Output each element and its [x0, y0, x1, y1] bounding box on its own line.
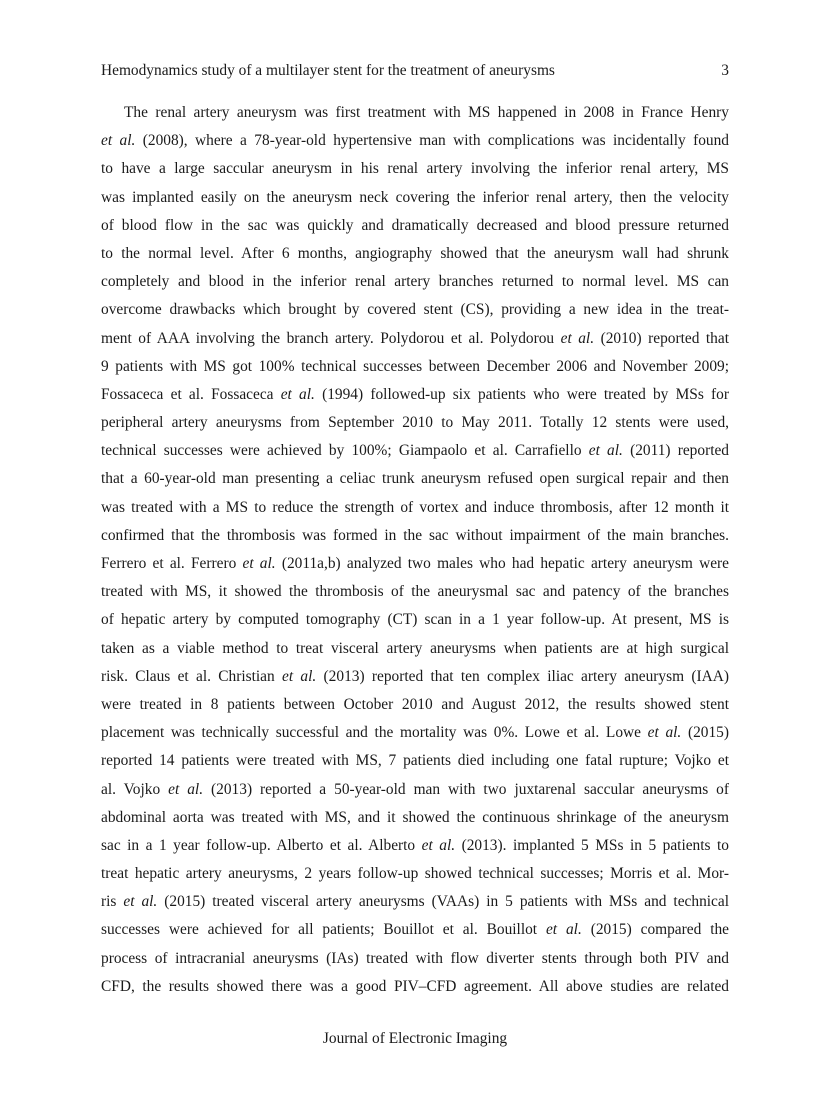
- italic-citation: et al.: [588, 442, 623, 460]
- text-segment: completely and blood in the inferior renal artery branches returned to normal level. MS can: [101, 273, 729, 291]
- text-segment: (2015) treated visceral artery aneurysms (VAAs) in 5 patients with MSs and technical: [157, 893, 729, 911]
- text-line: [101, 212, 729, 240]
- text-segment: ris: [101, 893, 124, 911]
- italic-citation: et al.: [123, 893, 158, 911]
- text-segment: that a 60-year-old man presenting a celiac trunk aneurysm refused open surgical repair and then: [101, 470, 729, 488]
- text-line: [101, 184, 729, 212]
- page-number: 3: [721, 62, 729, 79]
- italic-citation: et al.: [101, 132, 136, 150]
- text-line: [101, 522, 729, 550]
- text-segment: confirmed that the thrombosis was formed in the sac without impairment of the main branches.: [101, 526, 729, 544]
- text-line: [101, 578, 729, 606]
- text-segment: taken as a viable method to treat visceral artery aneurysms when patients are at high surgical: [101, 639, 729, 657]
- text-line: [101, 973, 729, 1001]
- text-line: [101, 381, 729, 409]
- text-line: [101, 240, 729, 268]
- text-line: [101, 860, 729, 888]
- italic-citation: et al.: [168, 780, 204, 798]
- text-line: [101, 832, 729, 860]
- running-header: [101, 60, 729, 82]
- text-segment: (2011a,b) analyzed two males who had hepatic artery aneurysm were: [275, 555, 729, 572]
- text-segment: overcome drawbacks which brought by covered stent (CS), providing a new idea in the treat-: [101, 301, 729, 319]
- text-line: [101, 465, 729, 493]
- text-segment: Fossaceca et al. Fossaceca: [101, 385, 281, 403]
- text-segment: (2013) reported a 50-year-old man with two juxtarenal saccular aneurysms of: [203, 780, 729, 798]
- text-segment: successes were achieved for all patients; Bouillot et al. Bouillot: [101, 921, 546, 939]
- text-segment: (2013). implanted 5 MSs in 5 patients to: [455, 836, 729, 854]
- text-line: [101, 691, 729, 719]
- text-line: [101, 663, 729, 691]
- text-segment: (2015) compared the: [581, 921, 729, 939]
- italic-citation: et al.: [560, 329, 595, 347]
- text-line: [101, 747, 729, 775]
- italic-citation: et al.: [282, 667, 317, 685]
- text-line: [101, 776, 729, 804]
- text-segment: (1994) followed-up six patients who were treated by MSs for: [314, 385, 729, 403]
- text-line: [101, 635, 729, 663]
- italic-citation: et al.: [647, 724, 682, 742]
- text-line: [101, 888, 729, 916]
- text-line: [101, 494, 729, 522]
- text-line: [101, 325, 729, 353]
- text-segment: risk. Claus et al. Christian: [101, 667, 283, 685]
- text-segment: peripheral artery aneurysms from September 2010 to May 2011. Totally 12 stents were used,: [101, 414, 729, 432]
- text-line: [101, 155, 729, 183]
- text-segment: Ferrero et al. Ferrero: [101, 555, 243, 572]
- text-segment: CFD, the results showed there was a good PIV–CFD agreement. All above studies are related: [101, 977, 729, 995]
- text-line: [101, 409, 729, 437]
- text-segment: was treated with a MS to reduce the strength of vortex and induce thrombosis, after 12 month it: [101, 498, 729, 516]
- text-line: [101, 550, 729, 578]
- text-line: [101, 945, 729, 973]
- text-line: [101, 437, 729, 465]
- text-line: [101, 268, 729, 296]
- text-line: [101, 353, 729, 381]
- text-segment: ment of AAA involving the branch artery. Polydorou et al. Polydorou: [101, 329, 561, 347]
- text-segment: were treated in 8 patients between October 2010 and August 2012, the results showed stent: [101, 695, 729, 713]
- text-line: [101, 127, 729, 155]
- text-segment: (2013) reported that ten complex iliac artery aneurysm (IAA): [316, 667, 729, 685]
- text-segment: (2011) reported: [622, 442, 729, 460]
- text-segment: placement was technically successful and the mortality was 0%. Lowe et al. Lowe: [101, 724, 648, 742]
- italic-citation: et al.: [421, 836, 456, 854]
- text-segment: abdominal aorta was treated with MS, and it showed the continuous shrinkage of the aneurysm: [101, 808, 729, 826]
- text-segment: al. Vojko: [101, 780, 169, 798]
- text-line: [101, 296, 729, 324]
- text-segment: process of intracranial aneurysms (IAs) treated with flow diverter stents through both PIV and: [101, 949, 729, 967]
- text-line: [101, 99, 729, 127]
- body-paragraph: [101, 99, 729, 1001]
- text-segment: sac in a 1 year follow-up. Alberto et al. Alberto: [101, 836, 422, 854]
- text-segment: technical successes were achieved by 100%; Giampaolo et al. Carrafiello: [101, 442, 589, 460]
- text-segment: treat hepatic artery aneurysms, 2 years follow-up showed technical successes; Morris et al. Mor-: [101, 865, 729, 883]
- text-segment: treated with MS, it showed the thrombosis of the aneurysmal sac and patency of the branches: [101, 583, 729, 601]
- italic-citation: et al.: [242, 555, 276, 572]
- text-segment: of blood flow in the sac was quickly and dramatically decreased and blood pressure returned: [101, 216, 729, 234]
- text-segment: (2010) reported that: [594, 329, 729, 347]
- text-segment: (2008), where a 78-year-old hypertensive man with complications was incidentally found: [135, 132, 729, 150]
- text-segment: The renal artery aneurysm was first treatment with MS happened in 2008 in France Henry: [124, 104, 729, 121]
- text-segment: to the normal level. After 6 months, angiography showed that the aneurysm wall had shrunk: [101, 244, 729, 262]
- text-segment: 9 patients with MS got 100% technical successes between December 2006 and November 2009;: [101, 357, 729, 375]
- text-segment: was implanted easily on the aneurysm neck covering the inferior renal artery, then the velocity: [101, 188, 729, 206]
- text-line: [101, 916, 729, 944]
- running-title: Hemodynamics study of a multilayer stent for the treatment of aneurysms: [101, 62, 555, 79]
- italic-citation: et al.: [280, 385, 315, 403]
- text-segment: reported 14 patients were treated with MS, 7 patients died including one fatal rupture; Vojko et: [101, 752, 729, 770]
- journal-footer: Journal of Electronic Imaging: [322, 1030, 508, 1047]
- text-line: [101, 606, 729, 634]
- italic-citation: et al.: [545, 921, 582, 939]
- text-line: [101, 719, 729, 747]
- text-segment: (2015): [681, 724, 729, 742]
- text-segment: of hepatic artery by computed tomography (CT) scan in a 1 year follow-up. At present, MS is: [101, 611, 729, 629]
- text-segment: to have a large saccular aneurysm in his renal artery involving the inferior renal artery, MS: [101, 160, 729, 178]
- text-line: [101, 804, 729, 832]
